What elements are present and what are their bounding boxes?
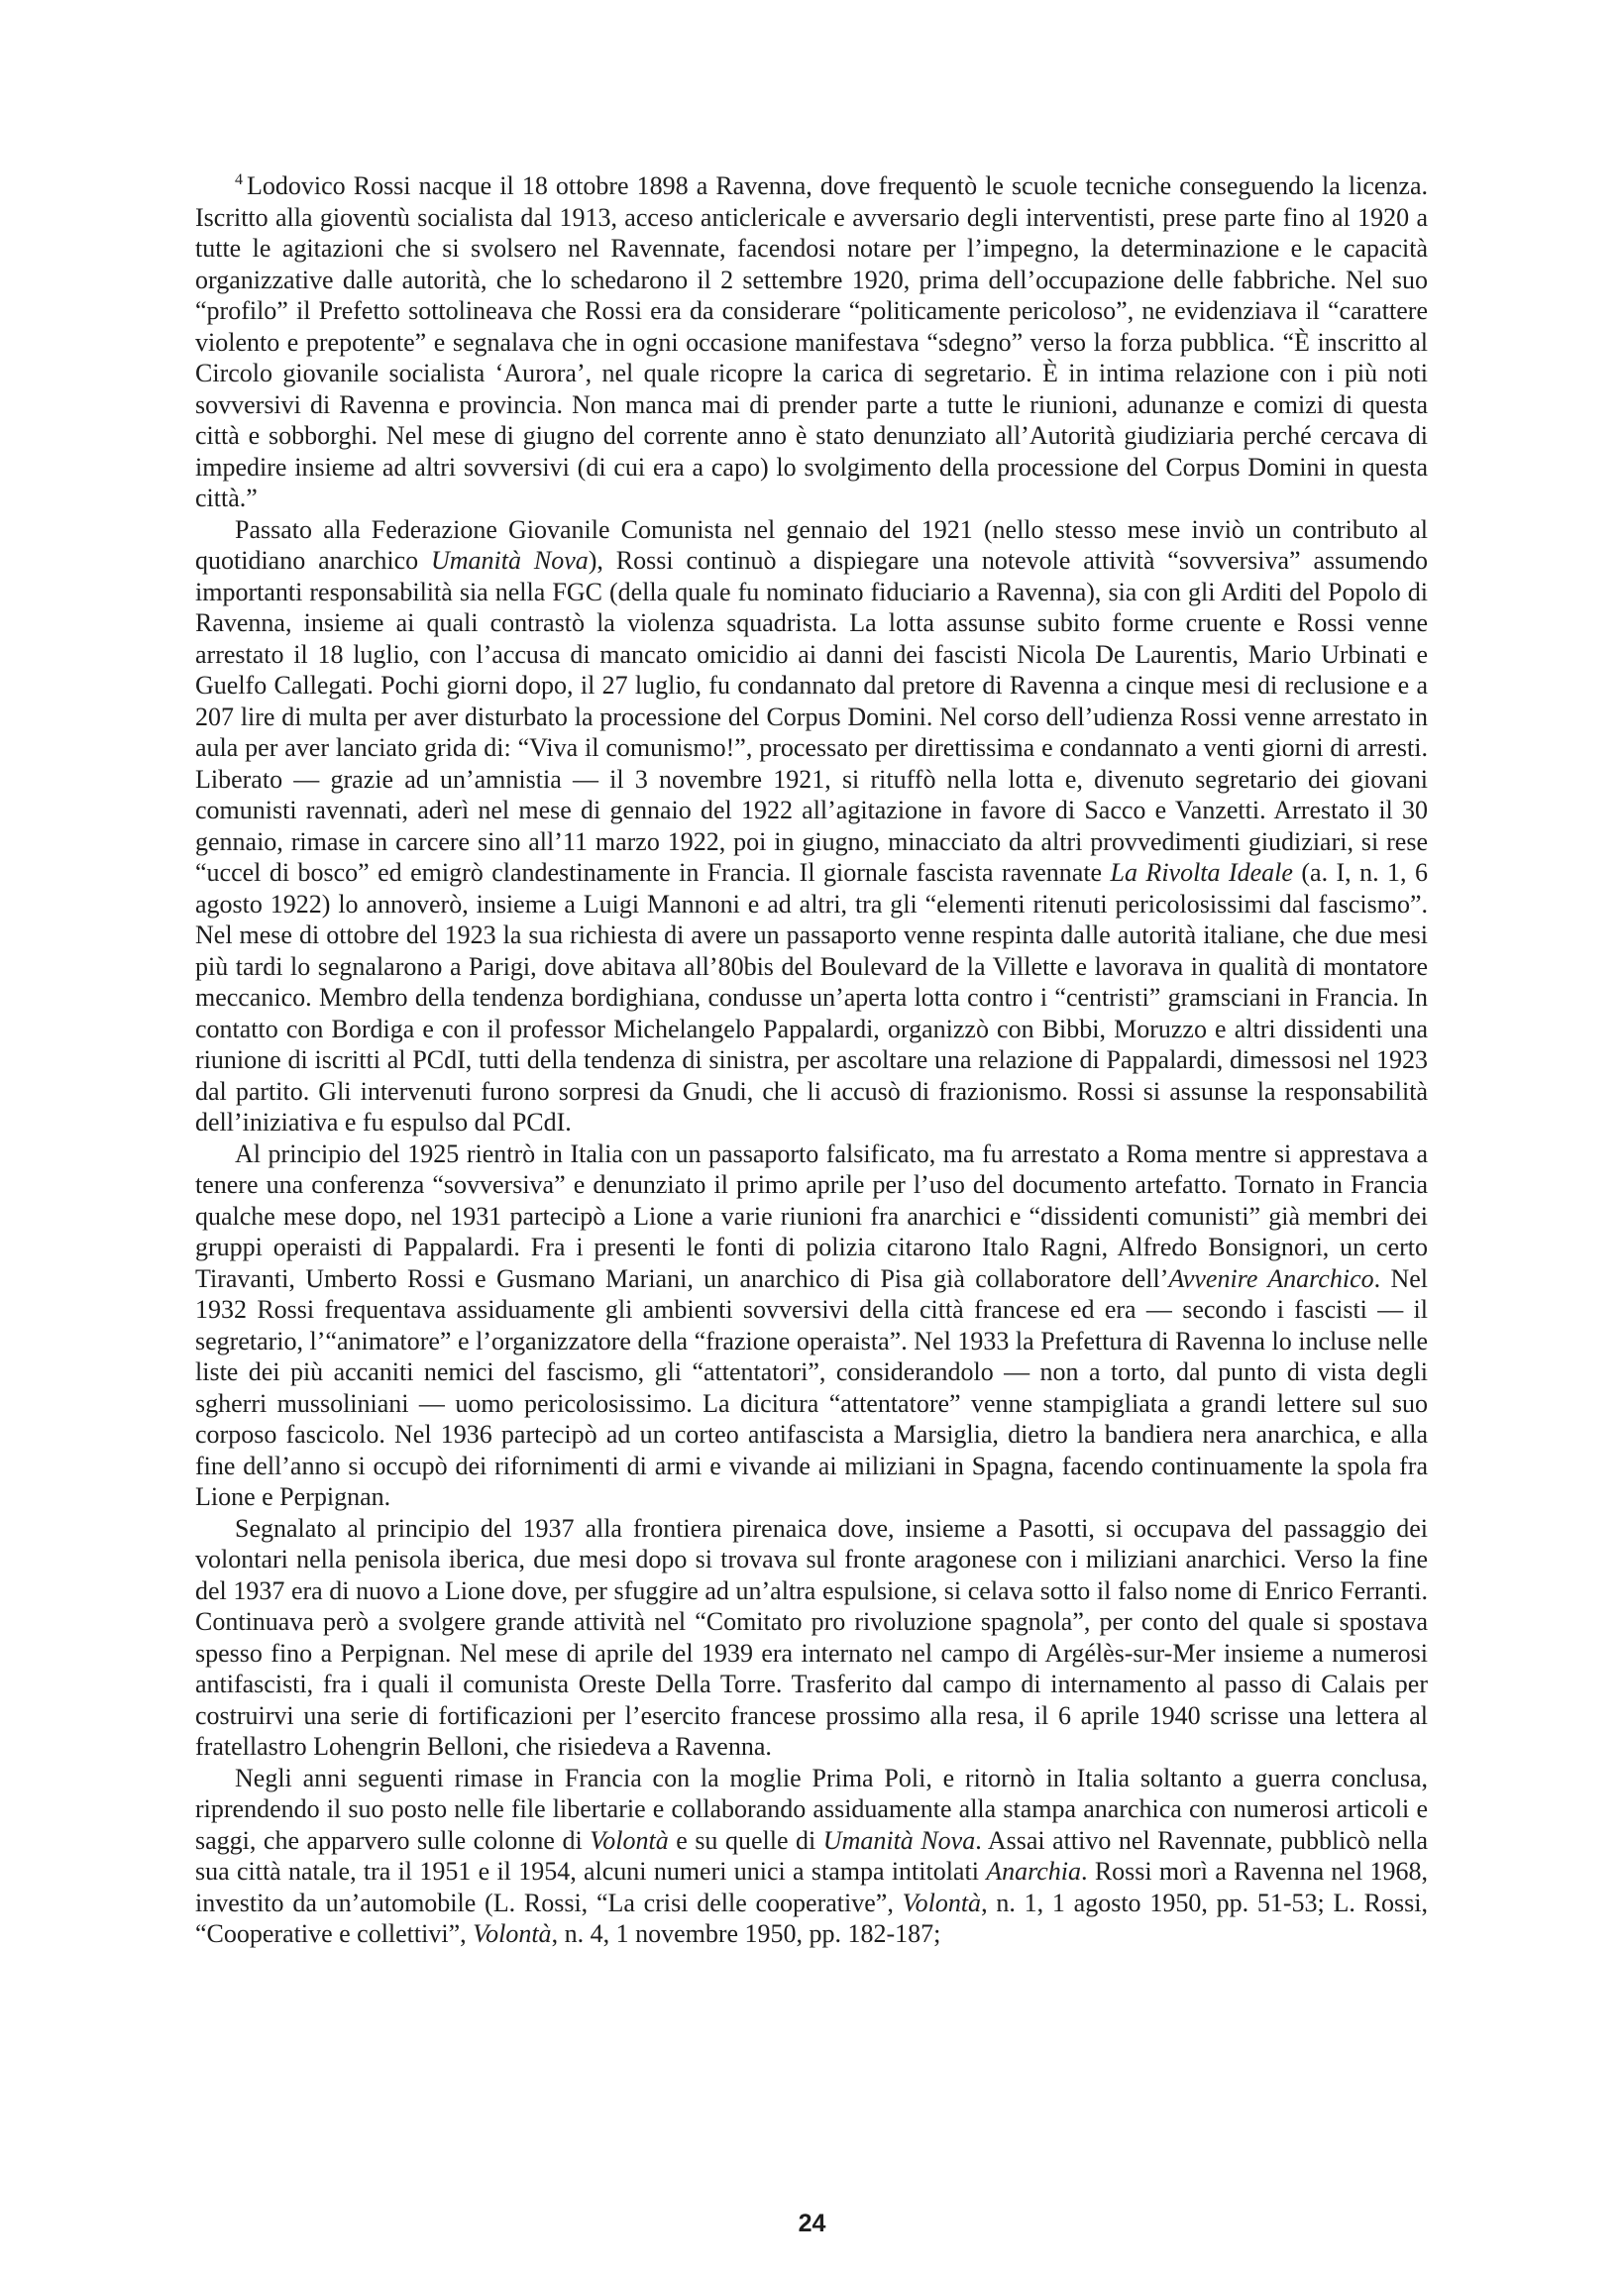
italic-title: La Rivolta Ideale: [1110, 858, 1293, 887]
italic-title: Volontà: [590, 1825, 669, 1855]
text-run: . Rossi morì a Ravenna nel 1968, investito da un’automobile (L. Rossi, “La crisi delle cooperative”,: [195, 1857, 1428, 1917]
italic-title: Volontà: [473, 1919, 552, 1948]
footnote-paragraph: [195, 514, 1428, 1138]
text-run: Negli anni seguenti rimase in Francia con la moglie Prima Poli, e ritornò in Italia soltanto a guerra conclusa, riprendendo il suo posto nelle file libertarie e collaborando assiduamente alla stampa anarchica con numerosi articoli e saggi, che apparvero sulle colonne di: [195, 1763, 1428, 1855]
text-run: , n. 1, 1 agosto 1950, pp. 51-53; L. Rossi, “Cooperative e collettivi”,: [195, 1888, 1428, 1948]
text-run: Passato alla Federazione Giovanile Comunista nel gennaio del 1921 (nello stesso mese inviò un contributo al quotidiano anarchico: [195, 514, 1428, 575]
text-run: Al principio del 1925 rientrò in Italia con un passaporto falsificato, ma fu arrestato a Roma mentre si apprestava a tenere una conferenza “sovversiva” e denunziato il primo aprile per l’uso del documento artefatto. Tornato in Francia qualche mese dopo, nel 1931 partecipò a Lione a varie riunioni fra anarchici e “dissidenti comunisti” già membri dei gruppi operaisti di Pappalardi. Fra i presenti le fonti di polizia citarono Italo Ragni, Alfredo Bonsignori, un certo Tiravanti, Umberto Rossi e Gusmano Mariani, un anarchico di Pisa già collaboratore dell’: [195, 1138, 1428, 1293]
text-run: Lodovico Rossi nacque il 18 ottobre 1898 a Ravenna, dove frequentò le scuole tecniche conseguendo la licenza. Iscritto alla gioventù socialista dal 1913, acceso anticlericale e avversario degli interventisti, prese parte fino al 1920 a tutte le agitazioni che si svolsero nel Ravennate, facendosi notare per l’impegno, la determinazione e le capacità organizzative dalle autorità, che lo schedarono il 2 settembre 1920, prima dell’occupazione delle fabbriche. Nel suo “profilo” il Prefetto sottolineava che Rossi era da considerare “politicamente pericoloso”, ne evidenziava il “carattere violento e prepotente” e segnalava che in ogni occasione manifestava “sdegno” verso la forza pubblica. “È inscritto al Circolo giovanile socialista ‘Aurora’, nel quale ricopre la carica di segretario. È in intima relazione con i più noti sovversivi di Ravenna e provincia. Non manca mai di prender parte a tutte le riunioni, adunanze e comizi di questa città e sobborghi. Nel mese di giugno del corrente anno è stato denunziato all’Autorità giudiziaria perché cercava di impedire insieme ad altri sovversivi (di cui era a capo) lo svolgimento della processione del Corpus Domini in questa città.”: [195, 171, 1428, 512]
text-run: , n. 4, 1 novembre 1950, pp. 182-187;: [551, 1919, 941, 1948]
text-run: Segnalato al principio del 1937 alla frontiera pirenaica dove, insieme a Pasotti, si occupava del passaggio dei volontari nella penisola iberica, due mesi dopo si trovava sul fronte aragonese con i miliziani anarchici. Verso la fine del 1937 era di nuovo a Lione dove, per sfuggire ad un’altra espulsione, si celava sotto il falso nome di Enrico Ferranti. Continuava però a svolgere grande attività nel “Comitato pro rivoluzione spagnola”, per conto del quale si spostava spesso fino a Perpignan. Nel mese di aprile del 1939 era internato nel campo di Argélès-sur-Mer insieme a numerosi antifascisti, fra i quali il comunista Oreste Della Torre. Trasferito dal campo di internamento al passo di Calais per costruirvi una serie di fortificazioni per l’esercito francese prossimo alla resa, il 6 aprile 1940 scrisse una lettera al fratellastro Lohengrin Belloni, che risiedeva a Ravenna.: [195, 1513, 1428, 1761]
italic-title: Umanità Nova: [431, 546, 589, 575]
footnote-marker: 4: [235, 171, 243, 188]
italic-title: Avvenire Anarchico: [1168, 1263, 1374, 1293]
italic-title: Anarchia: [986, 1857, 1082, 1886]
text-run: ), Rossi continuò a dispiegare una notevole attività “sovversiva” assumendo importanti responsabilità sia nella FGC (della quale fu nominato fiduciario a Ravenna), sia con gli Arditi del Popolo di Ravenna, insieme ai quali contrastò la violenza squadrista. La lotta assunse subito forme cruente e Rossi venne arrestato il 18 luglio, con l’accusa di mancato omicidio ai danni dei fascisti Nicola De Laurentis, Mario Urbinati e Guelfo Callegati. Pochi giorni dopo, il 27 luglio, fu condannato dal pretore di Ravenna a cinque mesi di reclusione e a 207 lire di multa per aver disturbato la processione del Corpus Domini. Nel corso dell’udienza Rossi venne arrestato in aula per aver lanciato grida di: “Viva il comunismo!”, processato per direttissima e condannato a venti giorni di arresti. Liberato — grazie ad un’amnistia — il 3 novembre 1921, si rituffò nella lotta e, divenuto segretario dei giovani comunisti ravennati, aderì nel mese di gennaio del 1922 all’agitazione in favore di Sacco e Vanzetti. Arrestato il 30 gennaio, rimase in carcere sino all’11 marzo 1922, poi in giugno, minacciato da altri provvedimenti giudiziari, si rese “uccel di bosco” ed emigrò clandestinamente in Francia. Il giornale fascista ravennate: [195, 546, 1428, 887]
footnote-paragraph: [195, 1138, 1428, 1513]
text-run: (a. I, n. 1, 6 agosto 1922) lo annoverò, insieme a Luigi Mannoni e ad altri, tra gli “elementi ritenuti pericolosissimi dal fascismo”. Nel mese di ottobre del 1923 la sua richiesta di avere un passaporto venne respinta dalle autorità italiane, che due mesi più tardi lo segnalarono a Parigi, dove abitava all’80bis del Boulevard de la Villette e lavorava in qualità di montatore meccanico. Membro della tendenza bordighiana, condusse un’aperta lotta contro i “centristi” gramsciani in Francia. In contatto con Bordiga e con il professor Michelangelo Pappalardi, organizzò con Bibbi, Moruzzo e altri dissidenti una riunione di iscritti al PCdI, tutti della tendenza di sinistra, per ascoltare una relazione di Pappalardi, dimessosi nel 1923 dal partito. Gli intervenuti furono sorpresi da Gnudi, che li accusò di frazionismo. Rossi si assunse la responsabilità dell’iniziativa e fu espulso dal PCdI.: [195, 858, 1429, 1137]
italic-title: Umanità Nova: [822, 1825, 976, 1855]
text-run: e su quelle di: [668, 1825, 823, 1855]
footnote-paragraph: [195, 1513, 1428, 1763]
text-run: . Assai attivo nel Ravennate, pubblicò nella sua città natale, tra il 1951 e il 1954, alcuni numeri unici a stampa intitolati: [195, 1825, 1428, 1886]
document-page: [195, 170, 1428, 1950]
italic-title: Volontà: [902, 1888, 982, 1917]
page-number: 24: [798, 2210, 826, 2237]
footnote-paragraph: [195, 1763, 1428, 1950]
text-run: . Nel 1932 Rossi frequentava assiduamente gli ambienti sovversivi della città francese ed era — secondo i fascisti — il segretario, l’“animatore” e l’organizzatore della “frazione operaista”. Nel 1933 la Prefettura di Ravenna lo incluse nelle liste dei più accaniti nemici del fascismo, gli “attentatori”, considerandolo — non a torto, dal punto di vista degli sgherri mussoliniani — uomo pericolosissimo. La dicitura “attentatore” venne stampigliata a grandi lettere sul suo corposo fascicolo. Nel 1936 partecipò ad un corteo antifascista a Marsiglia, dietro la bandiera nera anarchica, e alla fine dell’anno si occupò dei rifornimenti di armi e vivande ai miliziani in Spagna, facendo continuamente la spola fra Lione e Perpignan.: [195, 1263, 1428, 1511]
footnote-paragraph: [195, 170, 1428, 514]
footnote-body: [195, 170, 1428, 1950]
